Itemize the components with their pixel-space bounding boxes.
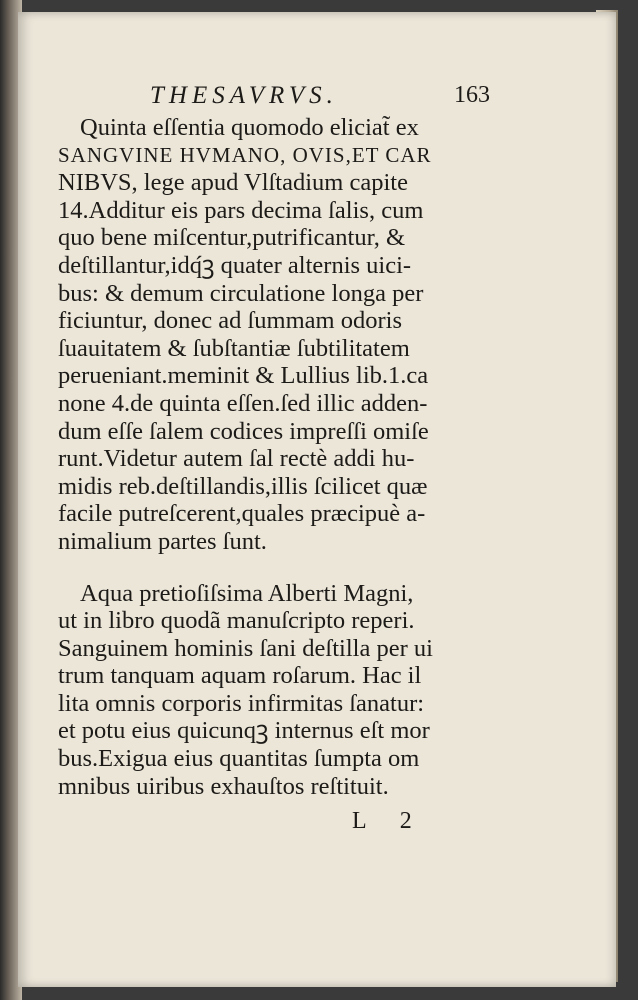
running-title: THESAVRVS. <box>150 82 338 109</box>
text-line: ficiuntur, donec ad ſummam odoris <box>58 307 402 335</box>
text-line: midis reb.deſtillandis,illis ſcilicet quæ <box>58 472 428 500</box>
text-line: et potu eius quicunqꝫ internus eſt mor <box>58 717 430 745</box>
text-line: bus: & demum circulatione longa per <box>58 279 424 307</box>
text-line: bus.Exigua eius quantitas ſumpta om <box>58 745 420 773</box>
page-number: 163 <box>454 82 490 108</box>
text-line: ut in libro quodã manuſcripto reperi. <box>58 607 415 635</box>
paragraph-1 <box>58 114 470 556</box>
text-line: facile putreſcerent,quales præcipuè a- <box>58 500 426 528</box>
text-line: runt.Videtur autem ſal rectè addi hu- <box>58 445 415 473</box>
text-line: SANGVINE HVMANO, OVIS,ET CAR <box>58 142 432 167</box>
page-header <box>150 82 490 118</box>
text-line: mnibus uiribus exhauſtos reſtituit. <box>58 772 389 800</box>
paragraph-gap <box>58 556 470 580</box>
text-line: none 4.de quinta eſſen.ſed illic adden- <box>58 389 428 417</box>
text-line: trum tanquam aquam roſarum. Hac il <box>58 662 422 690</box>
body-text <box>58 114 470 800</box>
text-line: Sanguinem hominis ſani deſtilla per ui <box>58 634 433 662</box>
text-line: lita omnis corporis infirmitas ſanatur: <box>58 689 425 717</box>
text-line: Quinta eſſentia quomodo eliciat̃ ex <box>80 114 419 141</box>
text-line: ſuauitatem & ſubſtantiæ ſubtilitatem <box>58 334 410 362</box>
text-line: NIBVS, lege apud Vlſtadium capite <box>58 169 408 197</box>
text-line: dum eſſe ſalem codices impreſſi omiſe <box>58 417 429 445</box>
text-line: perueniant.meminit & Lullius lib.1.ca <box>58 362 429 390</box>
signature-mark: L 2 <box>352 808 426 834</box>
text-line: quo bene miſcentur,putrificantur, & <box>58 224 406 252</box>
text-line: nimalium partes ſunt. <box>58 527 267 555</box>
paragraph-2 <box>58 580 470 801</box>
text-line: deſtillantur,idq́ꝫ quater alternis uici- <box>58 251 412 279</box>
text-line: 14.Additur eis pars decima ſalis, cum <box>58 196 424 224</box>
text-line: Aqua pretioſiſsima Alberti Magni, <box>80 579 414 607</box>
